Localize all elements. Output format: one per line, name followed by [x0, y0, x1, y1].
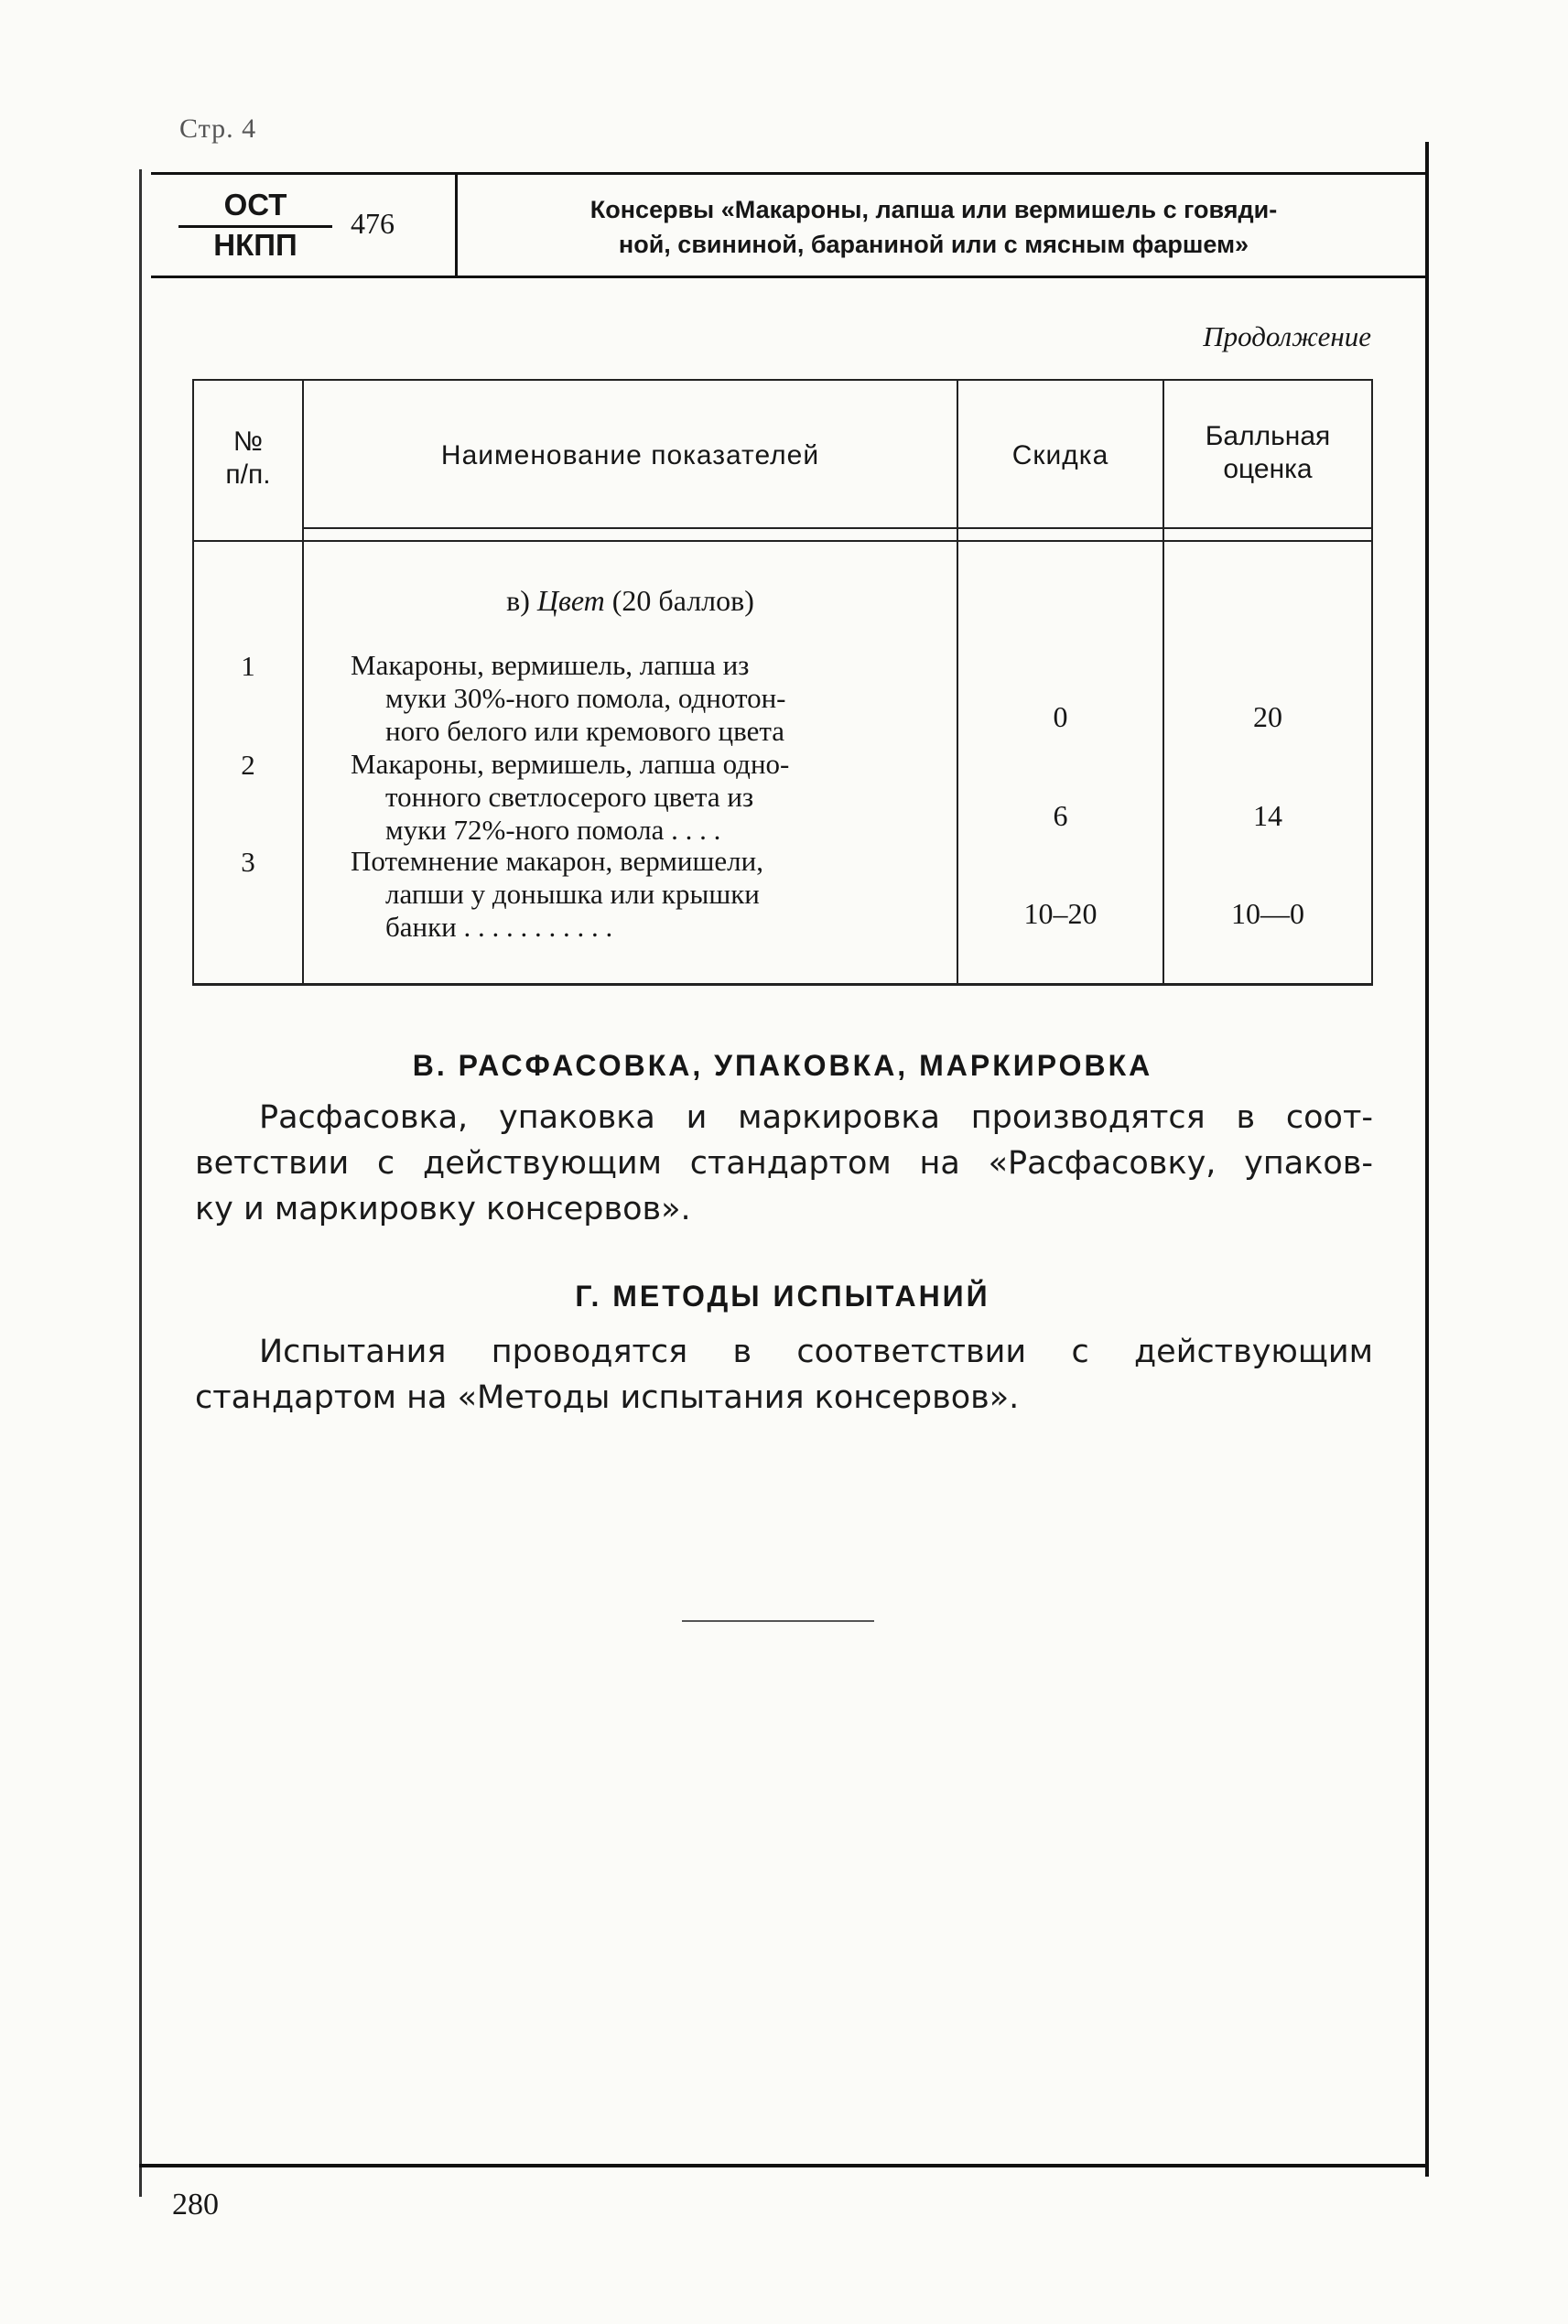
paragraph-line: ку и маркировку консервов».	[195, 1191, 691, 1227]
row-score: 10—0	[1231, 897, 1304, 930]
paragraph-line: Расфасовка, упаковка и маркировка производятся в соот-	[259, 1099, 1373, 1136]
row-description-line: муки 72%-ного помола . . . .	[385, 814, 721, 846]
table-header-rule	[302, 527, 1373, 529]
continuation-label: Продолжение	[1203, 320, 1371, 352]
right-border-rule	[1425, 142, 1429, 2177]
section-v-heading: В. РАСФАСОВКА, УПАКОВКА, МАРКИРОВКА	[412, 1049, 1153, 1082]
paragraph-line: Испытания проводятся в соответствии с действующим	[259, 1334, 1373, 1370]
column-header-score	[1164, 420, 1371, 486]
standard-type: ОСТ	[223, 188, 287, 222]
row-description	[351, 649, 911, 748]
row-description-line: Макароны, вермишель, лапша из	[351, 649, 750, 681]
standard-organization: НКПП	[213, 228, 297, 262]
row-discount: 6	[1053, 799, 1068, 832]
row-description-line: ного белого или кремового цвета	[385, 715, 785, 747]
column-header-number-sign: №	[232, 427, 264, 457]
table-body-rule	[192, 540, 1373, 542]
row-number: 3	[241, 846, 255, 878]
column-header-score-line: Балльная	[1205, 421, 1331, 451]
section-g-heading: Г. МЕТОДЫ ИСПЫТАНИЙ	[575, 1280, 990, 1313]
end-of-text-rule	[682, 1620, 874, 1622]
table-section-label	[304, 584, 957, 618]
row-description-line: банки . . . . . . . . . . .	[385, 911, 613, 943]
row-description	[351, 845, 911, 944]
paragraph-line: ветствии с действующим стандартом на «Расфасовку, упаков-	[195, 1145, 1373, 1182]
header-top-rule	[151, 172, 1428, 175]
document-title	[476, 192, 1391, 262]
column-header-name: Наименование показателей	[440, 440, 820, 470]
standard-number: 476	[351, 207, 395, 240]
page-label: Стр. 4	[179, 113, 257, 144]
row-description-line: Потемнение макарон, вермишели,	[351, 845, 763, 877]
table-right-border	[1371, 381, 1373, 983]
row-discount: 0	[1053, 700, 1068, 733]
left-border-rule	[139, 169, 142, 2197]
row-score: 20	[1253, 700, 1282, 733]
row-description-line: тонного светлосерого цвета из	[385, 781, 754, 813]
row-score: 14	[1253, 799, 1282, 832]
footer-rule	[139, 2164, 1428, 2167]
row-number: 1	[241, 650, 255, 682]
document-title-line: ной, свининой, бараниной или с мясным фаршем»	[618, 231, 1249, 258]
row-description	[351, 748, 911, 847]
section-points: (20 баллов)	[611, 584, 754, 617]
document-title-line: Консервы «Макароны, лапша или вермишель с говяди-	[589, 196, 1278, 223]
column-header-number	[194, 426, 302, 492]
column-header-discount: Скидка	[1011, 440, 1109, 470]
row-description-line: лапши у донышка или крышки	[385, 878, 760, 910]
table-top-rule	[192, 379, 1373, 381]
row-discount: 10–20	[1023, 897, 1098, 930]
header-separator	[455, 174, 458, 276]
row-description-line: муки 30%-ного помола, однотон-	[385, 682, 786, 714]
section-name: Цвет	[536, 584, 605, 617]
table-bottom-rule	[192, 983, 1373, 986]
header-bottom-rule	[151, 276, 1428, 278]
section-v-paragraph	[195, 1095, 1373, 1232]
column-header-score-line: оценка	[1223, 454, 1313, 484]
section-prefix: в)	[506, 584, 530, 617]
row-description-line: Макароны, вермишель, лапша одно-	[351, 748, 790, 780]
footer-page-number: 280	[172, 2188, 219, 2221]
column-header-number-label: п/п.	[225, 459, 271, 490]
row-number: 2	[241, 749, 255, 781]
section-g-paragraph	[195, 1329, 1373, 1421]
paragraph-line: стандартом на «Методы испытания консервов».	[195, 1379, 1020, 1416]
